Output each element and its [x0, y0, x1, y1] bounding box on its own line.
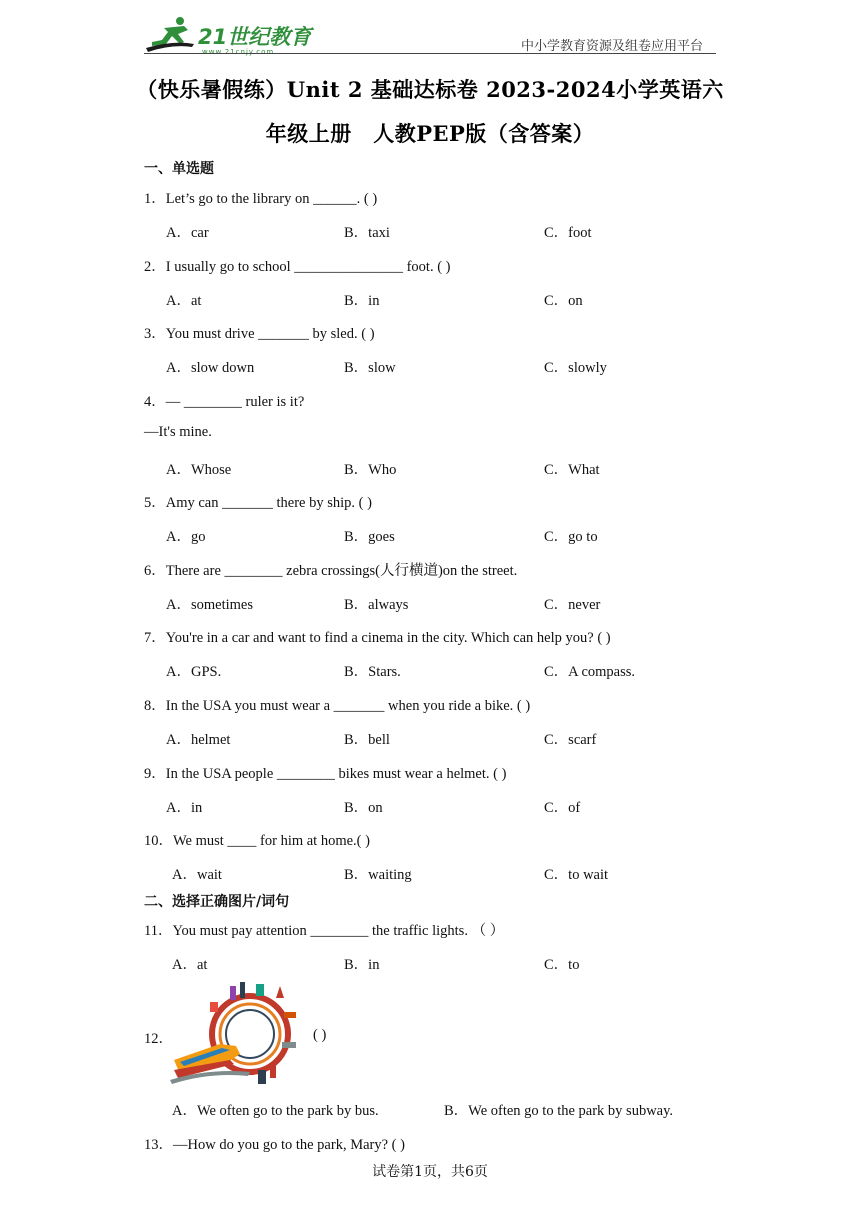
- q2-option-c: C．on: [544, 293, 583, 309]
- q3-option-c: C．slowly: [544, 360, 607, 376]
- q9-option-b: B．on: [344, 800, 383, 816]
- question-4-answer-line: —It's mine.: [144, 424, 212, 440]
- question-9: 9．In the USA people ________ bikes must wear a helmet. ( ): [144, 766, 507, 782]
- q1-option-c: C．foot: [544, 225, 592, 241]
- q12-option-b: B．We often go to the park by subway.: [444, 1103, 674, 1119]
- site-logo: [144, 14, 314, 56]
- header-divider: [144, 53, 716, 54]
- q10-option-a: A．wait: [172, 867, 222, 883]
- question-13: 13．—How do you go to the park, Mary? ( ): [144, 1137, 405, 1153]
- q5-option-a: A．go: [166, 529, 206, 545]
- q4-option-a: A．Whose: [166, 462, 232, 478]
- q2-option-a: A．at: [166, 293, 202, 309]
- question-8: 8．In the USA you must wear a _______ when you ride a bike. ( ): [144, 698, 531, 714]
- city-ring-icon: [210, 982, 296, 1084]
- q6-option-a: A．sometimes: [166, 597, 253, 613]
- logo-url: www.21cnjy.com: [202, 48, 275, 56]
- q4-option-b: B．Who: [344, 462, 397, 478]
- q11-option-b: B．in: [344, 957, 380, 973]
- train-city-illustration: [170, 982, 302, 1090]
- q7-option-c: C．A compass.: [544, 664, 636, 680]
- q4-option-c: C．What: [544, 462, 600, 478]
- q3-option-b: B．slow: [344, 360, 396, 376]
- section-heading-single-choice: 一、单选题: [144, 161, 214, 177]
- q6-option-c: C．never: [544, 597, 601, 613]
- q5-option-c: C．go to: [544, 529, 598, 545]
- q9-option-a: A．in: [166, 800, 203, 816]
- q8-option-a: A．helmet: [166, 732, 231, 748]
- q3-option-a: A．slow down: [166, 360, 255, 376]
- question-5: 5．Amy can _______ there by ship. ( ): [144, 495, 372, 511]
- q7-option-a: A．GPS.: [166, 664, 222, 680]
- q10-option-c: C．to wait: [544, 867, 609, 883]
- train-icon: [170, 1044, 250, 1084]
- question-12-number: 12．: [144, 1031, 173, 1047]
- q2-option-b: B．in: [344, 293, 380, 309]
- q8-option-b: B．bell: [344, 732, 390, 748]
- q1-option-a: A．car: [166, 225, 209, 241]
- section-heading-picture-choice: 二、选择正确图片/词句: [144, 894, 290, 910]
- platform-name: 中小学教育资源及组卷应用平台: [520, 39, 703, 54]
- q6-option-b: B．always: [344, 597, 409, 613]
- question-4: 4．— ________ ruler is it?: [144, 394, 305, 410]
- logo-text: 21世纪教育: [198, 25, 312, 49]
- doc-title-line1: （快乐暑假练）Unit 2 基础达标卷 2023-2024小学英语六: [136, 77, 724, 102]
- q12-option-a: A．We often go to the park by bus.: [172, 1103, 379, 1119]
- question-3: 3．You must drive _______ by sled. ( ): [144, 326, 375, 342]
- doc-title-line2: 年级上册 人教PEP版（含答案）: [265, 121, 595, 146]
- q5-option-b: B．goes: [344, 529, 395, 545]
- page-footer: 试卷第1页，共6页: [372, 1164, 488, 1180]
- q10-option-b: B．waiting: [344, 867, 412, 883]
- question-12-answer-bracket: ( ): [313, 1027, 327, 1043]
- question-10: 10．We must ____ for him at home.( ): [144, 833, 370, 849]
- question-2: 2．I usually go to school _______________ foot. ( ): [144, 259, 451, 275]
- question-7: 7．You're in a car and want to find a cinema in the city. Which can help you? ( ): [144, 630, 611, 646]
- q8-option-c: C．scarf: [544, 732, 597, 748]
- question-6: 6．There are ________ zebra crossings(人行横道)on the street.: [144, 563, 518, 579]
- q11-option-c: C．to: [544, 957, 580, 973]
- question-11: 11．You must pay attention ________ the traffic lights. （ ）: [144, 923, 505, 939]
- q7-option-b: B．Stars.: [344, 664, 401, 680]
- runner-logo-icon: [146, 17, 194, 52]
- question-1: 1．Let’s go to the library on ______. ( ): [144, 191, 378, 207]
- q1-option-b: B．taxi: [344, 225, 390, 241]
- q11-option-a: A．at: [172, 957, 208, 973]
- q9-option-c: C．of: [544, 800, 581, 816]
